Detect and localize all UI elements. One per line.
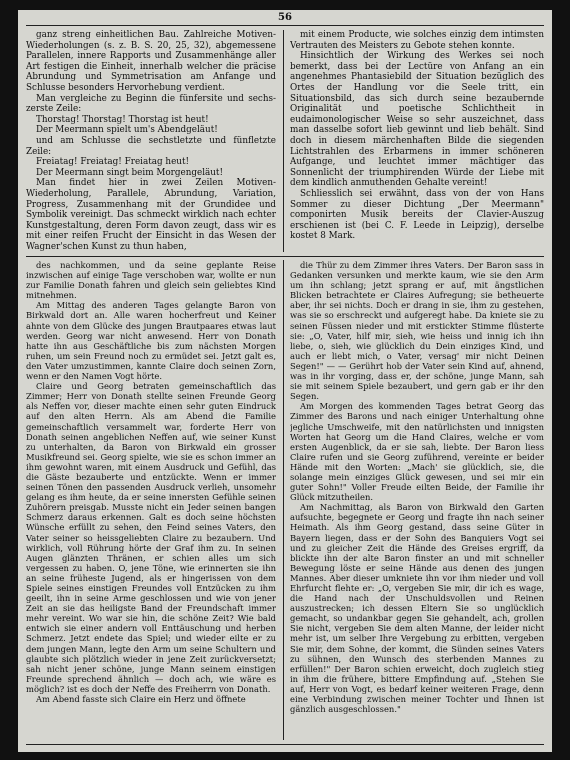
paragraph: Am Mittag des anderen Tages gelangte Baron von Birkwald dort an. Alle waren hocherfreut und Keiner ahnte von dem Glücke des jungen Brautpaares etwas laut werden. Georg war nicht anwesend. Herr von Donath hatte ihn aus Geschäftliche bis zum nächsten Morgen ruhen, um sein Freund noch zu ermüdet sei. Jetzt galt es, den Vater umzustimmen, kannte Claire doch seinen Zorn, wenn er den Namen Vogt hörte. — [26, 300, 276, 382]
verse-line: Freiatag! Freiatag! Freiatag heut! — [36, 157, 190, 168]
bottom-rule — [26, 744, 544, 745]
paragraph: die Thür zu dem Zimmer ihres Vaters. Der Baron sass in Gedanken versunken und merkte kaum, wie sie den Arm um ihn schlang; jetzt sprang er auf, mit ängstlichen Blicken betrachtete er Claires Aufregung; sie betheuerte aber, ihr sei nichts. Doch er drang in sie, ihm zu gestehen, was sie so erschreckt und aufgeregt habe. Da kniete sie zu seinen Füssen nieder und mit erstickter Stimme flüsterte sie: „O, Vater, hilf mir, sieh, wie heiss und innig ich ihn liebe, o, sieh, wie glücklich du Dein einziges Kind, und auch er liebt mich, o Vater, versag' mir nicht Deinen Segen!" — — Gerührt hob der Vater sein Kind auf, ahnend, was in ihr vorging, dass er, der schöne, junge Mann, sah sie mit seinem Spiele bezaubert, und gern gab er ihr den Segen. — [290, 260, 544, 402]
newspaper-page — [18, 10, 552, 752]
paragraph: ganz streng einheitlichen Bau. Zahlreiche Motiven-Wiederholungen (s. z. B. S. 20, 25, 32), abgemessene Parallelen, innere Rapports und Zusammenhänge aller Art festigen die Einheit, innerhalb welcher die präcise Abrundung und Symmetrisation am Anfange und Schlusse besonders Hervorhebung verdient. — [26, 30, 276, 93]
paragraph: Man vergleiche zu Beginn die fünfersite und sechs-zerste Zeile: — [26, 93, 276, 115]
paragraph: Schliesslich sei erwähnt, dass von der von Hans Sommer zu dieser Dichtung „Der Meermann" componirten Musik bereits der Clavier-Auszug erschienen ist (bei C. F. Leede in Leipzig), derselbe kostet 8 Mark. — [290, 188, 544, 242]
verse-line: Der Meermann spielt um's Abendgeläut! — [36, 125, 218, 136]
paragraph: des nachkommen, und da seine geplante Reise inzwischen auf einige Tage verschoben war, wollte er nun zur Familie Donath fahren und gleich sein geliebtes Kind mitnehmen. — [26, 260, 276, 301]
paragraph: Claire und Georg betraten gemeinschaftlich das Zimmer; Herr von Donath stellte seinen Freunde Georg als Neffen vor, dieser machte einen sehr guten Eindruck auf den alten Herrn. Als am Abend die Familie gemeinschaftlich versammelt war, forderte Herr von Donath seinen angeblichen Neffen auf, wie seiner Kunst zu unterhalten, da Baron von Birkwald ein grosser Musikfreund sei. Georg spielte, wie sie es schon immer an ihm gewohnt waren, mit einem Ausdruck und Gefühl, das die Gäste bezauberte und entzückte. Wenn er immer seinen Tönen den passenden Ausdruck verlieh, unsomehr gelang es ihm heute, da er seine innersten Gefühle seinen Zuhörern preisgab. Musste nicht ein Jeder seinen bangen Schmerz daraus erkennen. Galt es doch seine höchsten Wünsche erfüllt zu sehen, den Feind seines Vaters, den Vater seiner so heissgeliebten Claire zu bezaubern. Und wirklich, voll Rührung hörte der Graf ihm zu. In seinen Augen glänzten Thränen, er schien alles um sich vergessen zu haben. O, jene Töne, wie erinnerten sie ihn an seine früheste Jugend, als er hingerissen von dem Spiele seines einstigen Freundes voll Entzücken zu ihm geeilt, ihn in seine Arme geschlossen und wie von jener Zeit an sie das heiligste Band der Freundschaft immer mehr vereint. Wo war sie hin, die schöne Zeit? Wie bald entwich sie einer andern voll Enttäuschung und herben Schmerz. Jetzt endete das Spiel; und wieder eilte er zu dem jungen Mann, legte den Arm um seine Schultern und glaubte sich plötzlich wieder in jene Zeit zurückversetzt; sah nicht jener schöne, junge Mann seinem einstigen Freunde sprechend ähnlich — doch ach, wie wäre es möglich? ist es doch der Neffe des Freiherrn von Donath. — [26, 381, 276, 694]
section-rule — [26, 256, 544, 257]
verse-line: Thorstag! Thorstag! Thorstag ist heut! — [36, 114, 209, 125]
bottom-right-column — [290, 260, 544, 740]
top-right-column — [290, 30, 544, 252]
verse-line: Der Meermann singt beim Morgengeläut! — [36, 167, 223, 178]
page-number: 56 — [278, 12, 292, 23]
paragraph: mit einem Producte, wie solches einzig dem intimsten Vertrauten des Meisters zu Gebote stehen konnte. — [290, 30, 544, 51]
paragraph: Am Abend fasste sich Claire ein Herz und öffnete — [36, 694, 246, 705]
paragraph: Hinsichtlich der Wirkung des Werkes sei noch bemerkt, dass bei der Lectüre von Anfang an ein angenehmes Phantasiebild der Situation bezüglich des Ortes der Handlung vor die Seele tritt, ein Situationsbild, das sich durch seine bezaubernde Originalität und poetische Schlichtheit in eudaimonologischer Weise so sehr auszeichnet, dass man dasselbe sofort lieb gewinnt und lieb behält. Sind doch in diesem märchenhaften Bilde die siegenden Lichtstrahlen des Erbarmens in immer schöneren Aufgange, und leuchtet immer mächtiger das Sonnenlicht der triumphirenden Würde der Liebe mit dem kindlich anmuthenden Gehalte vereint! — [290, 51, 544, 189]
paragraph: Man findet hier in zwei Zeilen Motiven-Wiederholung, Parallele, Abrundung, Variation, Progress, Zusammenhang mit der Grundidee und Symbolik vereinigt. Das schmeckt wirklich nach echter Kunstgestaltung, deren Form davon zeugt, dass wir es mit einer reifen Frucht der Einsicht in das Wesen der Wagner'schen Kunst zu thun haben, — [26, 178, 276, 252]
bottom-left-column — [26, 260, 276, 740]
top-rule — [26, 25, 544, 26]
bottom-column-divider — [283, 260, 284, 740]
paragraph: Am Morgen des kommenden Tages betrat Georg das Zimmer des Barons und nach einiger Unterhaltung ohne jegliche Umschweife, mit den natürlichsten und innigsten Worten hat Georg um die Hand Claires, welche er vom ersten Augenblick, da er sie sah, liebte. Der Baron liess Claire rufen und sie Georg zuführend, vereinte er beider Hände mit den Worten: „Mach' sie glücklich, sie, die solange mein einziges Glück gewesen, und sei mir ein guter Sohn!" Voller Freude eilten Beide, der Familie ihr Glück mitzutheilen. — [290, 401, 544, 503]
top-column-divider — [283, 30, 284, 252]
paragraph: Am Nachmittag, als Baron von Birkwald den Garten aufsuchte, begegnete er Georg und fragte ihn nach seiner Heimath. Als ihm Georg gestand, dass seine Güter in Bayern liegen, dass er der Sohn des Banquiers Vogt sei und zu gleicher Zeit die Hände des Greises ergriff, da blickte ihn der alte Baron finster an und mit schneller Bewegung löste er seine Hände aus denen des jungen Mannes. Aber dieser umkniete ihn vor ihm nieder und voll Ehrfurcht flehte er: „O, vergeben Sie mir, dir ich es wage, die Hand nach der Unschuldsvollen und Reinen auszustrecken; ich dessen Eltern Sie so unglücklich gemacht, so undankbar gegen Sie gehandelt, ach, grollen Sie nicht, vergeben Sie dem alten Manne, der leider nicht mehr ist, um selber Ihre Vergebung zu erbitten, vergeben Sie mir, dem Sohne, der kommt, die Sünden seines Vaters zu sühnen, den Wunsch des sterbenden Mannes zu erfüllen!" Der Baron schien erweicht, doch zugleich stieg in ihm die frühere, bittere Empfindung auf. „Stehen Sie auf, Herr von Vogt, es bedarf keiner weiteren Frage, denn eine Verbindung zwischen meiner Tochter und Ihnen ist gänzlich ausgeschlossen." — [290, 502, 544, 715]
paragraph: und am Schlusse die sechstletzte und fünfletzte Zeile: — [26, 135, 276, 157]
top-left-column — [26, 30, 276, 252]
